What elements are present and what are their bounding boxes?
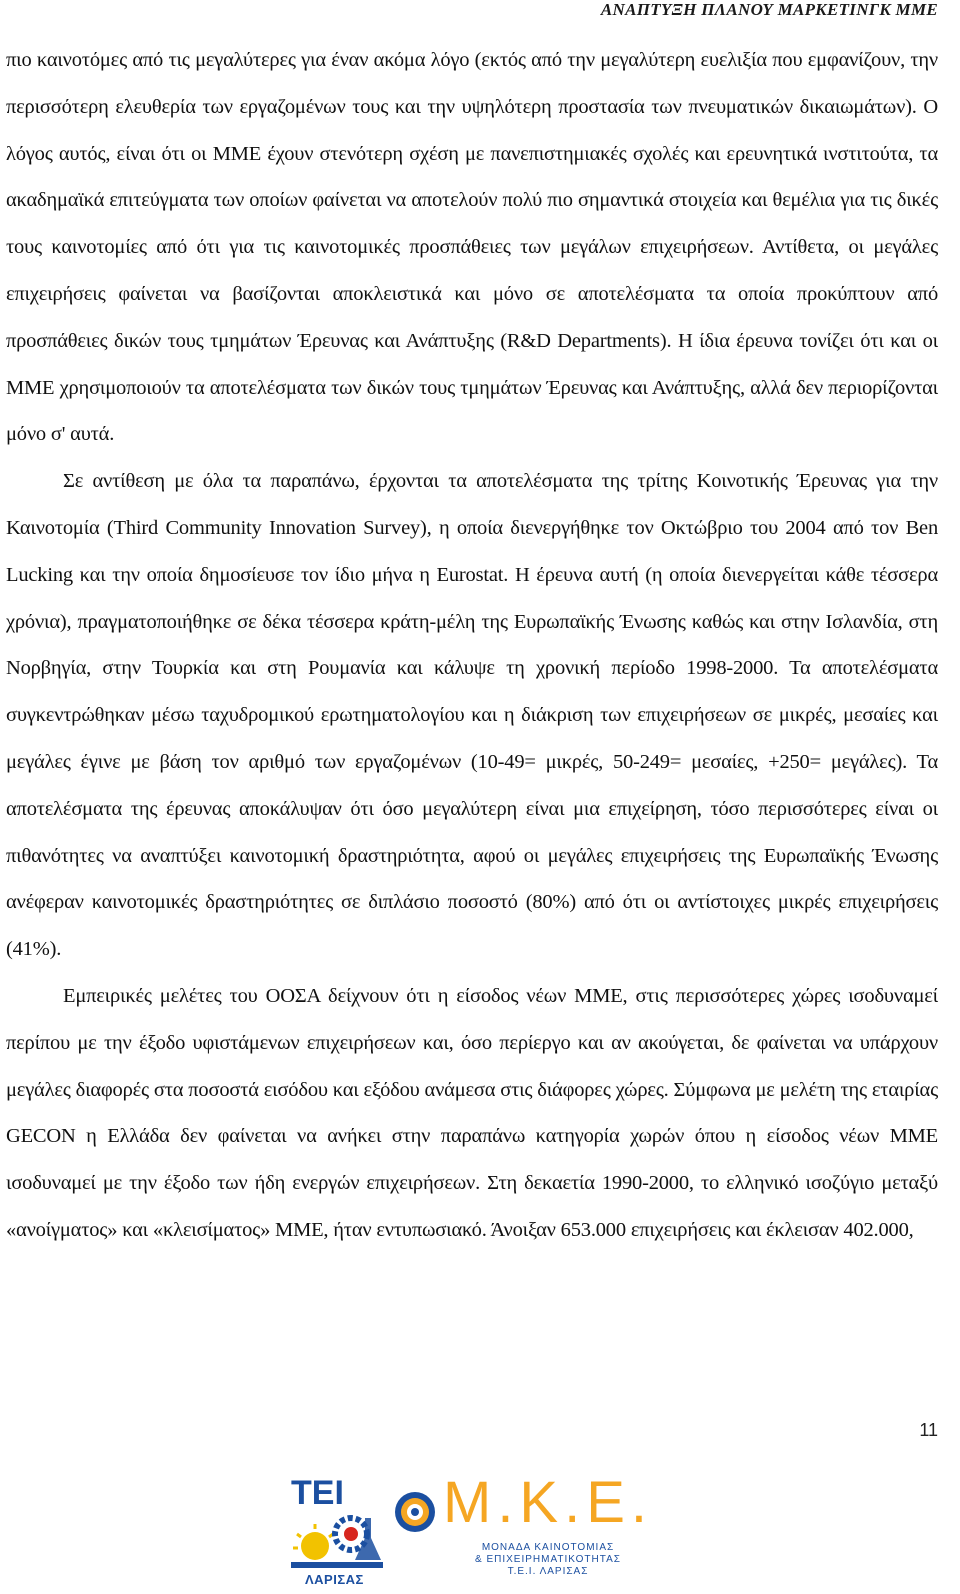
footer-logos	[285, 1468, 665, 1592]
mke-title: Μ.Κ.Ε.	[443, 1470, 654, 1535]
page-body	[6, 37, 938, 1254]
running-header: ΑΝΑΠΤΥΞΗ ΠΛΑΝΟΥ ΜΑΡΚΕΤΙΝΓΚ ΜΜΕ	[600, 0, 938, 19]
flask-icon	[355, 1518, 381, 1560]
tei-larisas-label: ΛΑΡΙΣΑΣ	[305, 1572, 364, 1587]
mke-subtitle-line-1: ΜΟΝΑΔΑ ΚΑΙΝΟΤΟΜΙΑΣ	[481, 1542, 615, 1553]
tei-logo-text: ΤΕΙ	[291, 1474, 344, 1512]
mke-emblem-icon	[393, 1490, 437, 1534]
mke-subtitle-line-2: & ΕΠΙΧΕΙΡΗΜΑΤΙΚΟΤΗΤΑΣ	[475, 1554, 621, 1565]
sun-icon	[301, 1532, 329, 1560]
mke-subtitle-line-3: Τ.Ε.Ι. ΛΑΡΙΣΑΣ	[507, 1566, 589, 1577]
page-number: 11	[919, 1420, 938, 1440]
paragraph-1: πιο καινοτόμες από τις μεγαλύτερες για έναν ακόμα λόγο (εκτός από την μεγαλύτερη ευελιξία που εμφανίζουν, την περισσότερη ελευθερία των εργαζομένων τους και την υψηλότερη προστασία των πνευματικών δικαιωμάτων). Ο λόγος αυτός, είναι ότι οι ΜΜΕ έχουν στενότερη σχέση με πανεπιστημιακές σχολές και ερευνητικά ινστιτούτα, τα ακαδημαϊκά επιτεύγματα των οποίων φαίνεται να αποτελούν πολύ πιο σημαντικά στοιχεία και θεμέλια για τις δικές τους καινοτομίες από ότι για τις καινοτομικές προσπάθειες των μεγάλων επιχειρήσεων. Αντίθετα, οι μεγάλες επιχειρήσεις φαίνεται να βασίζονται αποκλειστικά και μόνο σε αποτελέσματα τα οποία προκύπτουν από προσπάθειες δικών τους τμημάτων Έρευνας και Ανάπτυξης (R&D Departments). Η ίδια έρευνα τονίζει ότι και οι ΜΜΕ χρησιμοποιούν τα αποτελέσματα των δικών τους τμημάτων Έρευνας και Ανάπτυξης, αλλά δεν περιορίζονται μόνο σ' αυτά.	[6, 49, 938, 446]
paragraph-3: Εμπειρικές μελέτες του ΟΟΣΑ δείχνουν ότι η είσοδος νέων ΜΜΕ, στις περισσότερες χώρες ισοδυναμεί περίπου με την έξοδο υφιστάμενων επιχειρήσεων και, όσο περίεργο και αν ακούγεται, δε φαίνεται να υπάρχουν μεγάλες διαφορές στα ποσοστά εισόδου και εξόδου ανάμεσα στις διάφορες χώρες. Σύμφωνα με μελέτη της εταιρίας GECON η Ελλάδα δεν φαίνεται να ανήκει στην παραπάνω κατηγορία χωρών όπου η είσοδος νέων ΜΜΕ ισοδυναμεί με την έξοδο των ήδη ενεργών επιχειρήσεων. Στη δεκαετία 1990-2000, το ελληνικό ισοζύγιο μεταξύ «ανοίγματος» και «κλεισίματος» ΜΜΕ, ήταν εντυπωσιακό. Άνοιξαν 653.000 επιχειρήσεις και έκλεισαν 402.000,	[6, 984, 938, 1241]
paragraph-2: Σε αντίθεση με όλα τα παραπάνω, έρχονται τα αποτελέσματα της τρίτης Κοινοτικής Έρευνας για την Καινοτομία (Third Community Innovation Survey), η οποία διενεργήθηκε τον Οκτώβριο του 2004 από τον Ben Lucking και την οποία δημοσίευσε τον ίδιο μήνα η Eurostat. Η έρευνα αυτή (η οποία διενεργείται κάθε τέσσερα χρόνια), πραγματοποιήθηκε σε δέκα τέσσερα κράτη-μέλη της Ευρωπαϊκής Ένωσης καθώς και στην Ισλανδία, στη Νορβηγία, στην Τουρκία και στη Ρουμανία και κάλυψε τη χρονική περίοδο 1998-2000. Τα αποτελέσματα συγκεντρώθηκαν μέσω ταχυδρομικού ερωτηματολογίου και η διάκριση των επιχειρήσεων σε μικρές, μεσαίες και μεγάλες έγινε με βάση τον αριθμό των εργαζομένων (10-49= μικρές, 50-249= μεσαίες, +250= μεγάλες). Τα αποτελέσματα της έρευνας αποκάλυψαν ότι όσο μεγαλύτερη είναι μια επιχείρηση, τόσο περισσότερες είναι οι πιθανότητες να αναπτύξει καινοτομική δραστηριότητα, αφού οι μεγάλες επιχειρήσεις της Ευρωπαϊκής Ένωσης ανέφεραν καινοτομικές δραστηριότητες σε διπλάσιο ποσοστό (80%) από ότι οι αντίστοιχες μικρές επιχειρήσεις (41%).	[6, 470, 938, 961]
mke-subtitle	[443, 1542, 653, 1578]
